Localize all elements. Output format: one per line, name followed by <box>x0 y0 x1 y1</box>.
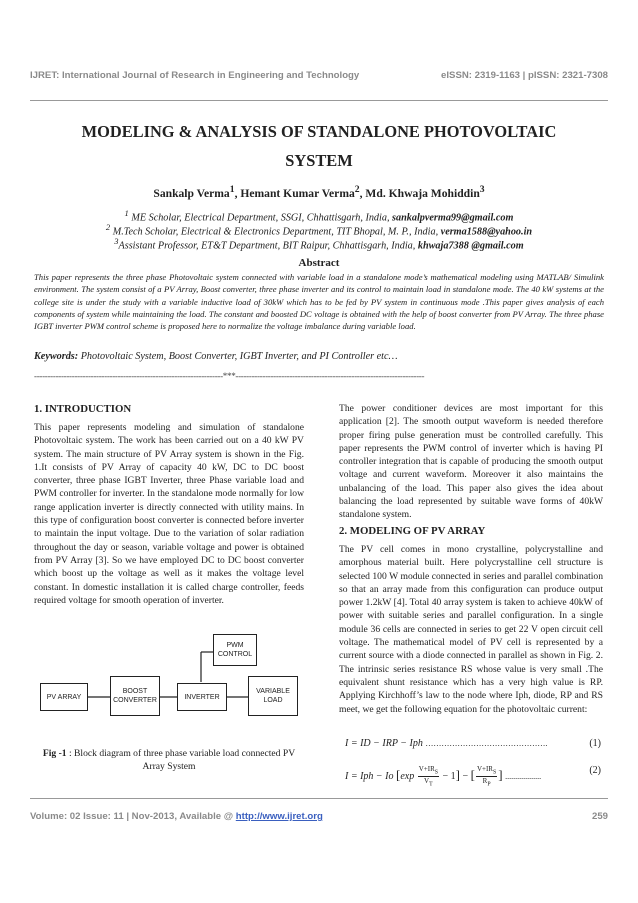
page-number: 259 <box>591 811 608 822</box>
right-paragraph: The power conditioner devices are most important for this application [2]. The smooth output waveform is needed therefore proper firing pulse generation must be controlled carefully. This paper represents the PWM control of inverter which is having PI controller integration that is capable of producing the smooth output voltage and current waveform. Moreover it also maintains the unbalancing of the load. This paper also gives the idea about balancing the load represented by suitable wave forms of 40kW standalone system. <box>339 403 603 521</box>
pwm-control-block <box>213 634 257 666</box>
author-list: Sankalp Verma$^1$, Hemant Kumar Verma$^2$, Md. Khwaja Mohiddin$^3$ <box>153 184 485 200</box>
inverter-block <box>177 683 227 711</box>
equation-2-dots: .................. <box>505 772 542 782</box>
author-1-sup: 1 <box>229 184 235 195</box>
equation-1-number: (1) <box>589 738 601 749</box>
footer-volume: Volume: 02 Issue: 11 | Nov-2013, Available @ <box>30 811 236 822</box>
variable-load-block <box>248 676 298 716</box>
abstract-text: This paper represents the three phase Photovoltaic system connected with variable load in a standalone mode’s mathematical modeling using MATLAB/ Simulink environment. The system consist of a PV Array, Boost converter, three phase inverter and its control to maintain load in standalone mode. The 40 kW systems at the college site is under the study with a variable inductive load of 30kW which has to be fed by PV system in continuous mode .This paper gives analysis of each components of system while maintaining the load. The constant and boosted DC voltage is obtained with the help of boost converter from PV Array. The three phase IGBT inverter PWM control scheme is proposed here to normalize the voltage imbalance during variable load. <box>34 272 604 332</box>
author-2-sup: 2 <box>354 184 360 195</box>
running-footer <box>30 811 608 822</box>
figure-caption <box>34 747 304 773</box>
footer-link[interactable]: http://www.ijret.org <box>235 811 323 822</box>
affiliation-3 <box>40 236 598 251</box>
section-2-heading: 2. MODELING OF PV ARRAY <box>339 525 486 537</box>
keywords-text: Photovoltaic System, Boost Converter, IGBT Inverter, and PI Controller etc… <box>80 351 398 362</box>
affiliation-1-text: ME Scholar, Electrical Department, SSGI, Chhattisgarh, India, <box>131 212 393 224</box>
minus-one: − 1 <box>442 771 456 783</box>
title-line-2: SYSTEM <box>285 151 353 170</box>
pwm-label-1: PWM <box>226 642 244 649</box>
boost-label-1: BOOST <box>122 688 148 695</box>
figure-caption-label: Fig -1 <box>42 748 67 759</box>
footer-rule <box>30 798 608 799</box>
fraction-2-num: $V+IR_S$ <box>476 765 497 776</box>
boost-converter-block <box>110 676 160 716</box>
keywords <box>34 351 604 362</box>
inverter-label: INVERTER <box>184 693 220 701</box>
fraction-1-num: $V+IR_S$ <box>418 765 438 776</box>
bracket-close-2: ] <box>498 767 503 783</box>
abstract-heading: Abstract <box>298 257 340 269</box>
footer-left <box>30 811 323 822</box>
pv-array-block <box>40 683 88 711</box>
figure-caption-text: : Block diagram of three phase variable load connected PV Array System <box>68 748 296 772</box>
affiliation-2-sup: 2 <box>105 222 111 232</box>
affiliation-1-sup: 1 <box>124 208 129 218</box>
equation-2: I = Iph − Io [exp $\frac{V+IR_S}{V_T}$ − 1] − [ $\frac{V+IR_S}{R_P}$ ] .................. (2) <box>345 765 601 788</box>
boost-label-2: CONVERTER <box>113 697 157 704</box>
equation-2-lhs: I = Iph − Io <box>345 771 394 783</box>
equation-2-number: (2) <box>589 765 601 776</box>
running-header <box>30 70 608 81</box>
affiliation-2-text: M.Tech Scholar, Electrical & Electronics Department, TIT Bhopal, M. P., India, <box>112 226 441 238</box>
section-1-text: This paper represents modeling and simulation of standalone Photovoltaic system. The work has been carried out on a 40 kW PV system. The main structure of PV Array system is shown in the Fig. 1.It consists of PV Array of capacity 40 kW, DC to DC boost converter, three phase IGBT Inverter, three Phase variable load and PWM controller for inverter. In the standalone mode normally for low range application inverter is directly connected with utility mains. In this type of configuration boost converter is connected before inverter to maintain the input voltage. Due to the variation of solar radiation throughout the day or season, variable voltage and power is obtained from PV Array [3]. So we have employed DC to DC boost converter which boost up the voltage as well as it makes the voltage level constant. In domestic installation it is called charge controller, feeds required voltage for smooth operation of inverter. <box>34 422 304 606</box>
bracket-close: ] <box>455 767 460 783</box>
author-1: Sankalp Verma <box>153 186 230 200</box>
keywords-label: Keywords: <box>34 351 79 362</box>
fraction-1 <box>418 765 439 789</box>
affiliation-3-sup: 3 <box>114 236 119 246</box>
pv-array-label: PV ARRAY <box>46 693 82 701</box>
section-separator: ----------------------------------------------------------------------***---------------------------------------------------------------------- <box>34 371 425 381</box>
affiliation-1-email[interactable]: sankalpverma99@gmail.com <box>392 212 514 224</box>
equation-1-dots: ………………………………………. <box>425 739 548 748</box>
equation-1 <box>345 738 603 749</box>
journal-name: IJRET: International Journal of Research in Engineering and Technology <box>30 70 360 81</box>
bracket-open: [ <box>396 767 401 783</box>
author-3-sup: 3 <box>479 184 485 195</box>
equation-2-exp: exp <box>400 771 415 783</box>
load-label-1: VARIABLE <box>256 688 290 695</box>
header-rule <box>30 100 608 101</box>
paper-title <box>40 117 598 175</box>
fraction-1-den: $V_T$ <box>424 777 433 788</box>
author-2: Hemant Kumar Verma <box>240 186 355 200</box>
bracket-open-2: [ <box>470 767 475 783</box>
equation-1-body: I = ID − IRP − Iph <box>345 738 423 749</box>
section-2-text: The PV cell comes in mono crystalline, polycrystalline and amorphous material built. Here polycrystalline cell structure is selected 100 W module connected in series and parallel combination so that an array made from this configuration can produce output power 1.2kW [4]. Total 40 array system is taken to achieve 40kW of power with suitable series and parallel configuration. In a single module 36 cells are connected in series to get 22 V open circuit cell voltage. The mathematical model of PV cell is represented by a current source with a diode connected in parallel as shown in Fig. 2. The intrinsic series resistance RS whose value is very small .The equivalent shunt resistance which has a very high value is RP. Applying Kirchhoff’s law to the node where Iph, diode, RP and RS meet, we get the following equation for the photovoltaic current: <box>339 544 603 715</box>
pwm-label-2: CONTROL <box>217 651 253 658</box>
affiliation-2-email[interactable]: verma1588@yahoo.in <box>440 226 533 238</box>
fraction-2-den: $R_P$ <box>482 777 491 788</box>
title-line-1: MODELING & ANALYSIS OF STANDALONE PHOTOVOLTAIC <box>81 122 557 141</box>
issn: eISSN: 2319-1163 | pISSN: 2321-7308 <box>441 70 608 81</box>
author-3: Md. Khwaja Mohiddin <box>365 186 480 200</box>
fraction-2 <box>476 765 497 789</box>
affiliation-3-email[interactable]: khwaja7388 @gmail.com <box>417 240 524 252</box>
section-1-heading: 1. INTRODUCTION <box>34 403 132 415</box>
affiliation-3-text: Assistant Professor, ET&T Department, BIT Raipur, Chhattisgarh, India, <box>118 240 418 252</box>
load-label-2: LOAD <box>263 697 283 704</box>
block-diagram <box>38 612 300 720</box>
